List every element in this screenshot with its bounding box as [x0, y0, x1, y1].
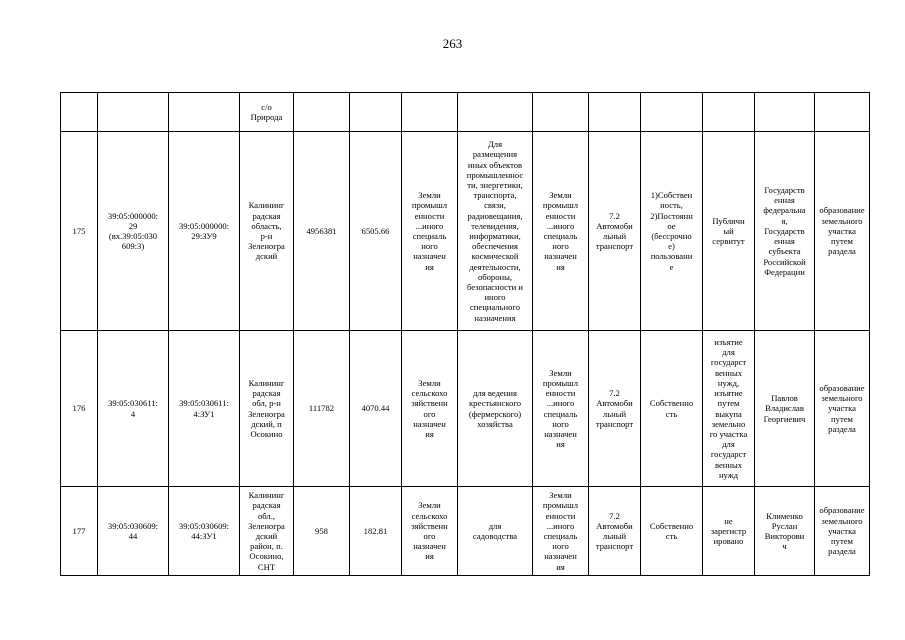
cell-area: 111782: [294, 331, 350, 487]
cell-cadastral-new: 39:05:000000: 29:ЗУ9: [169, 132, 240, 331]
cell-cadastral-new: [169, 93, 240, 132]
table-row: [61, 487, 870, 576]
cell-action: образование земельного участка путем раздела: [815, 132, 870, 331]
cell-new-category: Земли промышл енности ...иного специаль ного назначен ия: [533, 132, 589, 331]
cell-location: Калининг радская обл, р-н Зеленогра дский, п Осокино: [240, 331, 294, 487]
cell-new-category: Земли промышл енности ...иного специаль ного назначен ия: [533, 487, 589, 576]
cell-area: 958: [294, 487, 350, 576]
table-row: [61, 132, 870, 331]
cell-index: 176: [61, 331, 98, 487]
cell-permitted-use: [458, 93, 533, 132]
land-registry-table: [60, 92, 870, 576]
cell-new-category: [533, 93, 589, 132]
table-row: [61, 331, 870, 487]
cell-right-type: 1)Собствен ность, 2)Постоянн ое (бессрочно е) пользовани е: [641, 132, 703, 331]
cell-permitted-use: для садоводства: [458, 487, 533, 576]
cell-holder: [755, 93, 815, 132]
cell-value: 6505.66: [350, 132, 402, 331]
cell-area: 4956381: [294, 132, 350, 331]
page-number: 263: [442, 36, 463, 51]
cell-location: Калининг радская область, р-н Зеленогра дский: [240, 132, 294, 331]
cell-new-use: 7.2 Автомоби льный транспорт: [589, 487, 641, 576]
cell-right-type: Собственно сть: [641, 331, 703, 487]
cell-right-type: Собственно сть: [641, 487, 703, 576]
cell-value: [350, 93, 402, 132]
cell-new-use: 7.2 Автомоби льный транспорт: [589, 331, 641, 487]
cell-index: 175: [61, 132, 98, 331]
cell-location: с/о Природа: [240, 93, 294, 132]
cell-encumbrance: изъятие для государст венных нужд, изъятие путем выкупа земельно го участка для государст венных нужд: [703, 331, 755, 487]
cell-value: 182.81: [350, 487, 402, 576]
cell-encumbrance: [703, 93, 755, 132]
cell-cadastral-new: 39:05:030611: 4:ЗУ1: [169, 331, 240, 487]
cell-new-use: 7.2 Автомоби льный транспорт: [589, 132, 641, 331]
cell-action: образование земельного участка путем раздела: [815, 487, 870, 576]
cell-encumbrance: не зарегистр ировано: [703, 487, 755, 576]
cell-action: [815, 93, 870, 132]
cell-land-category: Земли промышл енности ...иного специаль ного назначен ия: [402, 132, 458, 331]
cell-permitted-use: для ведения крестьянского (фермерского) хозяйства: [458, 331, 533, 487]
cell-area: [294, 93, 350, 132]
cell-land-category: Земли сельскохо зяйственн ого назначен ия: [402, 487, 458, 576]
cell-land-category: [402, 93, 458, 132]
cell-cadastral-source: 39:05:000000: 29 (вх.39:05:030 609:3): [98, 132, 169, 331]
cell-cadastral-source: 39:05:030609: 44: [98, 487, 169, 576]
cell-value: 4070.44: [350, 331, 402, 487]
cell-holder: Павлов Владислав Георгиевич: [755, 331, 815, 487]
cell-right-type: [641, 93, 703, 132]
cell-holder: Государств енная федеральна я, Государств енная субъекта Российской Федерации: [755, 132, 815, 331]
table-row: [61, 93, 870, 132]
cell-index: 177: [61, 487, 98, 576]
cell-action: образование земельного участка путем раздела: [815, 331, 870, 487]
cell-land-category: Земли сельскохо зяйственн ого назначен ия: [402, 331, 458, 487]
cell-new-use: [589, 93, 641, 132]
cell-encumbrance: Публичн ый сервитут: [703, 132, 755, 331]
cell-permitted-use: Для размещения иных объектов промышленнос ти, энергетики, транспорта, связи, радиовещания, телевидения, информатики, обеспечения космической деятельности, обороны, безопасности и иного специального назначения: [458, 132, 533, 331]
cell-location: Калининг радская обл., Зеленогра дский район, п. Осокино, СНТ: [240, 487, 294, 576]
cell-new-category: Земли промышл енности ...иного специаль ного назначен ия: [533, 331, 589, 487]
cell-cadastral-source: 39:05:030611: 4: [98, 331, 169, 487]
cell-cadastral-new: 39:05:030609: 44:ЗУ1: [169, 487, 240, 576]
cell-cadastral-source: [98, 93, 169, 132]
cell-holder: Клименко Руслан Викторови ч: [755, 487, 815, 576]
cell-index: [61, 93, 98, 132]
